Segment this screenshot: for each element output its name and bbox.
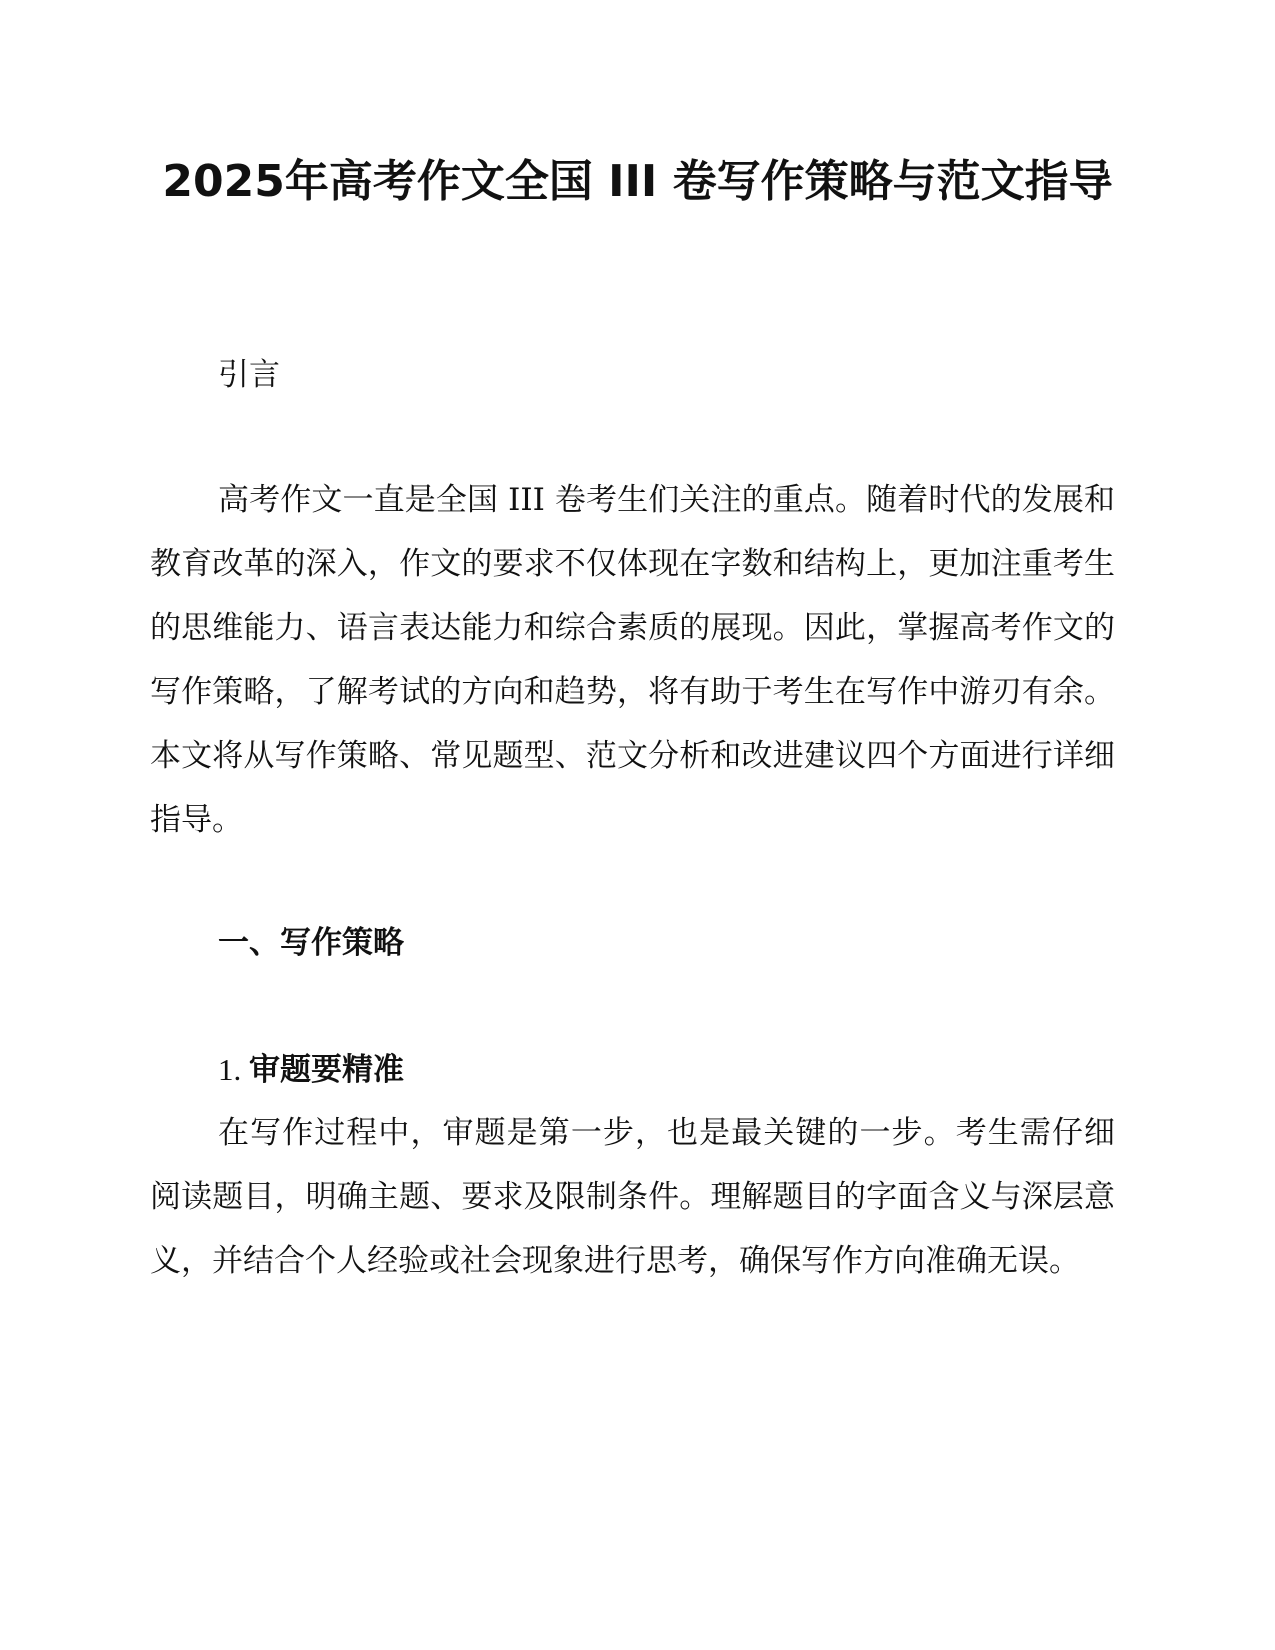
subsection-paragraph: 在写作过程中，审题是第一步，也是最关键的一步。考生需仔细阅读题目，明确主题、要求及限制条件。理解题目的字面含义与深层意义，并结合个人经验或社会现象进行思考，确保写作方向准确无误。 [150,1115,1115,1279]
subsection-number: 1. [218,1052,249,1087]
intro-paragraph: 高考作文一直是全国 III 卷考生们关注的重点。随着时代的发展和教育改革的深入，作文的要求不仅体现在字数和结构上，更加注重考生的思维能力、语言表达能力和综合素质的展现。因此，掌握高考作文的写作策略，了解考试的方向和趋势，将有助于考生在写作中游刃有余。本文将从写作策略、常见题型、范文分析和改进建议四个方面进行详细指导。 [150,482,1115,838]
document-title: 2025年高考作文全国 III 卷写作策略与范文指导 [162,156,1113,207]
subsection-heading [218,1050,404,1090]
section-heading-writing-strategy: 一、写作策略 [218,925,404,961]
subsection-title: 审题要精准 [249,1052,404,1088]
intro-heading: 引言 [218,357,280,393]
